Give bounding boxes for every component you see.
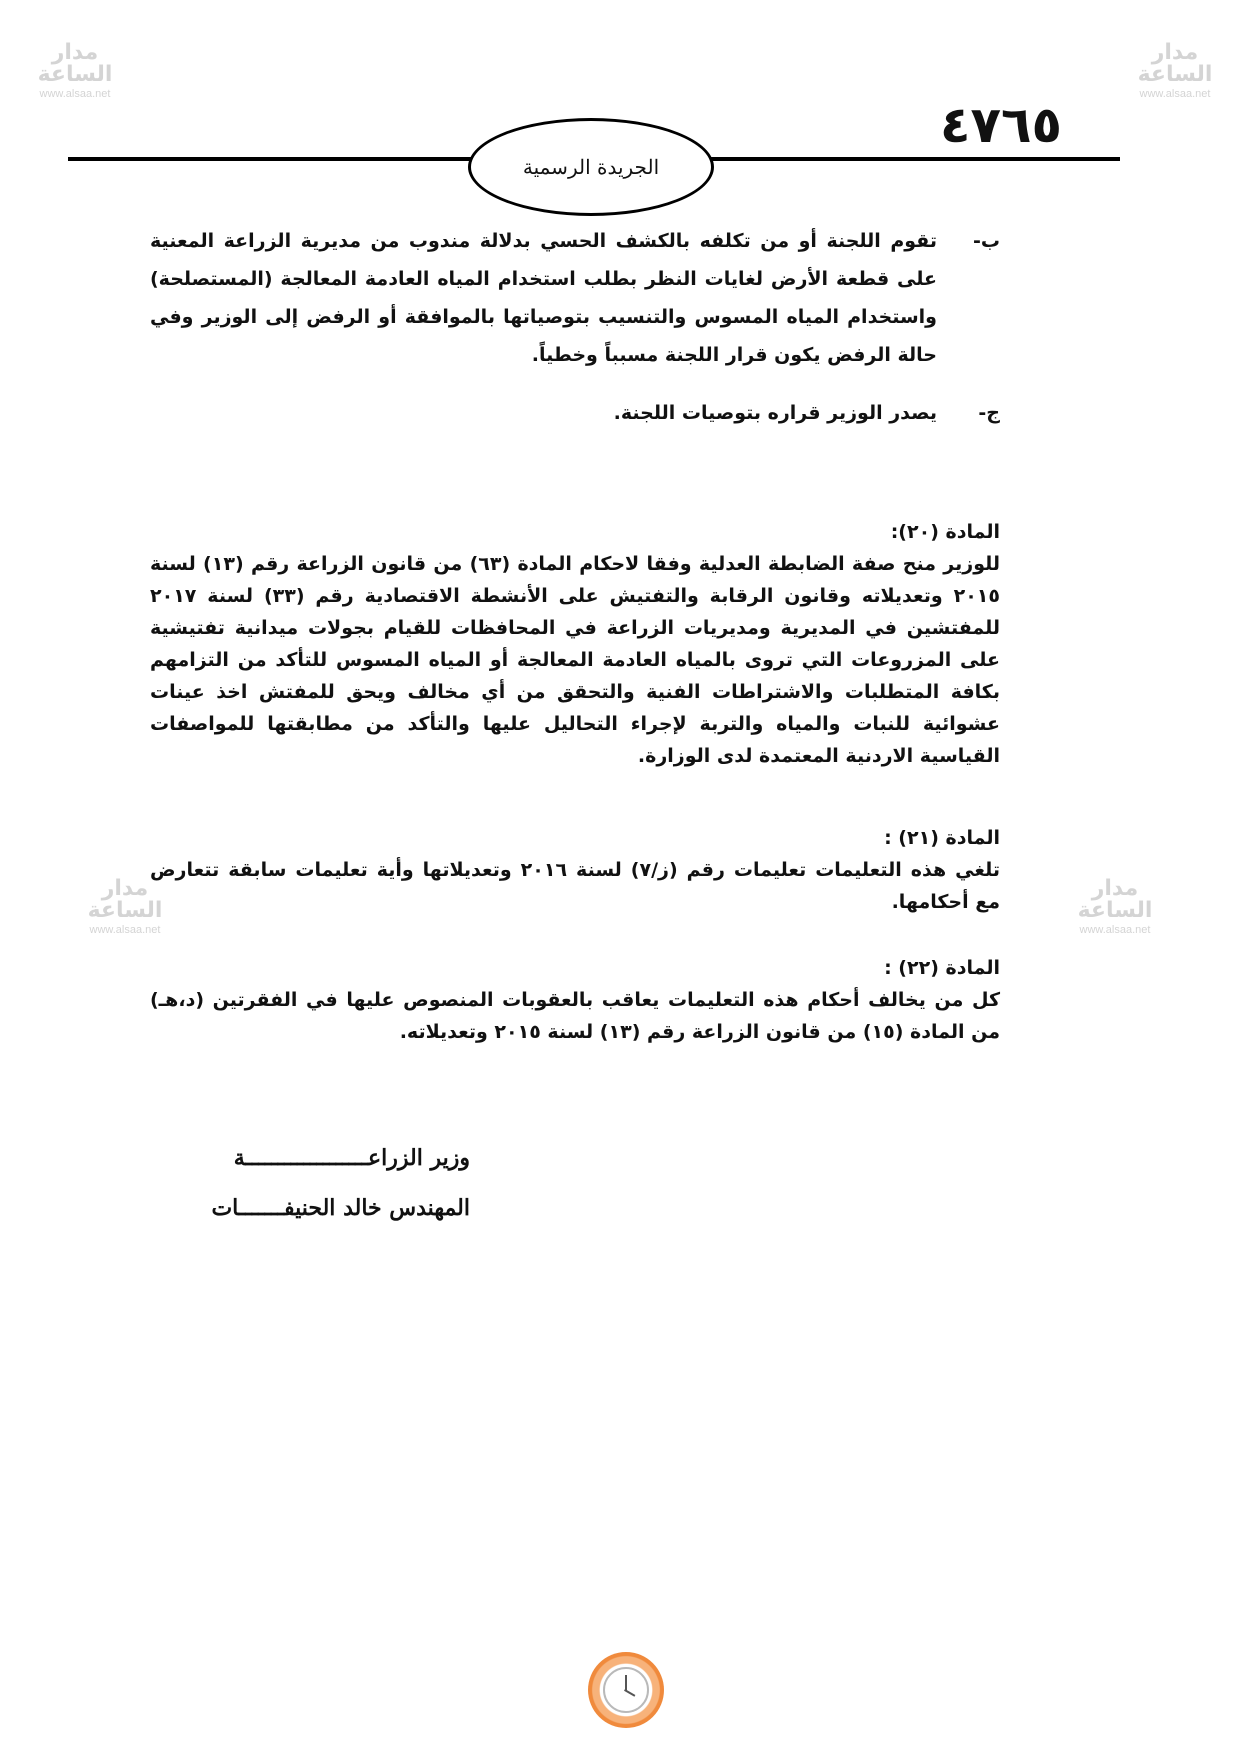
minister-title: وزير الزراعـــــــــــــــــــة	[233, 1145, 470, 1171]
gazette-title: الجريدة الرسمية	[522, 155, 660, 179]
article-heading: المادة (٢٠):	[890, 521, 1000, 543]
clock-logo-icon	[588, 1652, 664, 1728]
watermark-name: مدار الساعة	[37, 40, 113, 87]
gazette-title-oval	[468, 118, 714, 216]
article-text: كل من يخالف أحكام هذه التعليمات يعاقب بالعقوبات المنصوص عليها في الفقرتين (د،هـ) من المادة (١٥) من قانون الزراعة رقم (١٣) لسنة ٢٠١٥ وتعديلاته.	[150, 989, 1000, 1043]
page-number: ٤٧٦٥	[940, 96, 1063, 154]
watermark-mid-right	[1060, 878, 1170, 936]
watermark-name: مدار الساعة	[1137, 40, 1213, 87]
article-heading: المادة (٢٢) :	[884, 957, 1000, 979]
minister-name: المهندس خالد الحنيفـــــــات	[211, 1195, 470, 1221]
article-20	[150, 516, 1000, 772]
clause-marker: ب-	[973, 230, 1000, 252]
clock-face-icon	[603, 1667, 649, 1713]
article-text: للوزير منح صفة الضابطة العدلية وفقا لاحكام المادة (٦٣) من قانون الزراعة رقم (١٣) لسنة ٢٠١٥ وتعديلاته وقانون الرقابة والتفتيش على الأنشطة الاقتصادية رقم (٣٣) لسنة ٢٠١٧ للمفتشين في المديرية ومديريات الزراعة في المحافظات للقيام بجولات ميدانية تفتيشية على المزروعات التي تروى بالمياه العادمة المعالجة أو المياه المسوس للتأكد من التزامهم بكافة المتطلبات والاشتراطات الفنية والتحقق من أي مخالف ويحق للمفتش اخذ عينات عشوائية للنبات والمياه والتربة لإجراء التحاليل عليها والتأكد من مطابقتها للمواصفات القياسية الاردنية المعتمدة لدى الوزارة.	[150, 553, 1001, 767]
article-heading: المادة (٢١) :	[884, 827, 1000, 849]
clause-text: تقوم اللجنة أو من تكلفه بالكشف الحسي بدلالة مندوب من مديرية الزراعة المعنية على قطعة الأرض لغايات النظر بطلب استخدام المياه العادمة المعالجة (المستصلحة) واستخدام المياه المسوس والتنسيب بتوصياتها بالموافقة أو الرفض إلى الوزير وفي حالة الرفض يكون قرار اللجنة مسبباً وخطياً.	[150, 230, 937, 366]
watermark-url: www.alsaa.net	[39, 88, 111, 100]
article-21	[150, 822, 1000, 918]
article-text: تلغي هذه التعليمات تعليمات رقم (ز/٧) لسنة ٢٠١٦ وتعديلاتها وأية تعليمات سابقة تتعارض مع أحكامها.	[150, 859, 1000, 913]
watermark-name: مدار الساعة	[87, 876, 163, 923]
watermark-url: www.alsaa.net	[89, 924, 161, 936]
clause-b	[150, 222, 1000, 374]
watermark-top-left	[20, 42, 130, 100]
watermark-url: www.alsaa.net	[1079, 924, 1151, 936]
clause-marker: ج-	[978, 402, 1000, 424]
watermark-url: www.alsaa.net	[1139, 88, 1211, 100]
clause-c	[150, 394, 1000, 434]
watermark-top-right	[1120, 42, 1230, 100]
watermark-name: مدار الساعة	[1077, 876, 1153, 923]
clause-text: يصدر الوزير قراره بتوصيات اللجنة.	[613, 402, 937, 424]
article-22	[150, 952, 1000, 1048]
